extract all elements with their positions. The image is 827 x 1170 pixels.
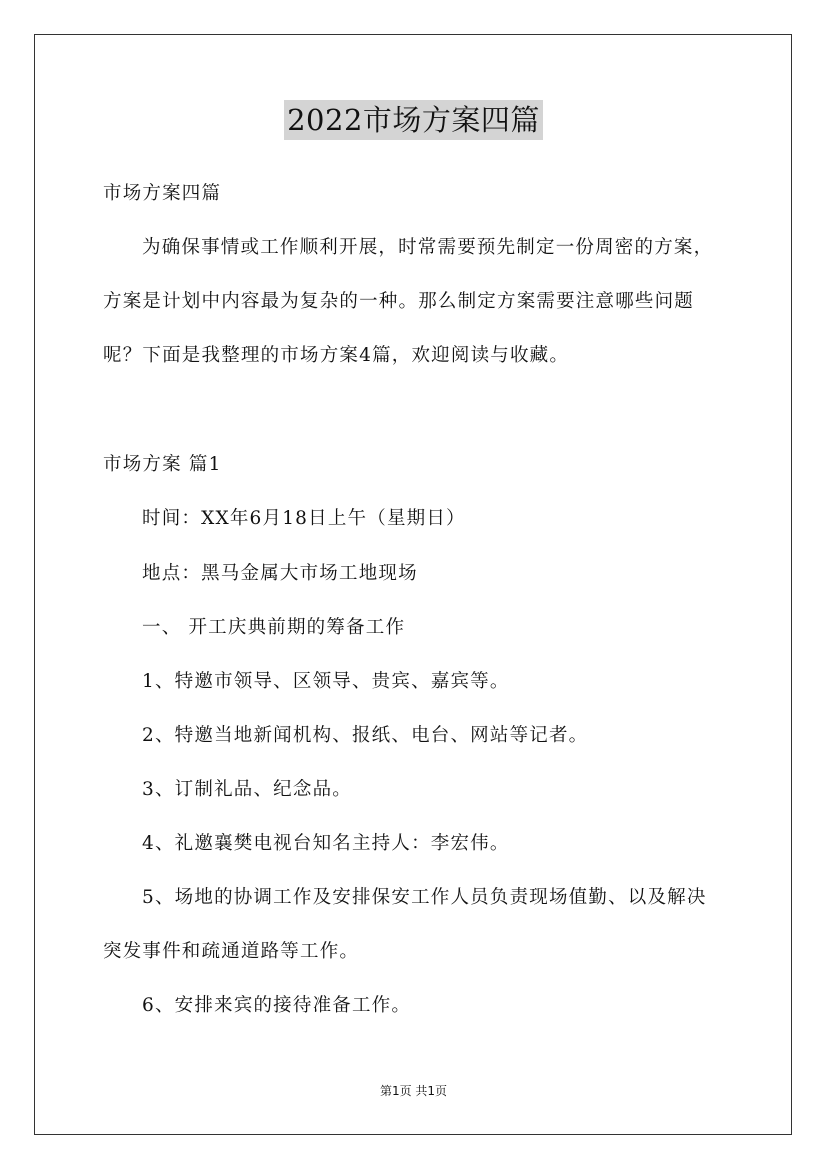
body-line-item-4: 4、礼邀襄樊电视台知名主持人：李宏伟。 [142,833,510,854]
body-line-heading-1: 一、 开工庆典前期的筹备工作 [142,617,406,638]
document-title: 2022市场方案四篇 [284,100,543,140]
body-line-item-5-cont: 突发事件和疏通道路等工作。 [103,941,360,962]
section-heading: 市场方案 篇1 [103,454,222,475]
body-line-location: 地点：黑马金属大市场工地现场 [142,563,418,584]
document-subtitle: 市场方案四篇 [103,183,222,204]
intro-line-3: 呢？下面是我整理的市场方案4篇，欢迎阅读与收藏。 [103,345,570,366]
title-container [0,100,827,140]
body-line-item-3: 3、订制礼品、纪念品。 [142,779,352,800]
intro-line-1: 为确保事情或工作顺利开展，时常需要预先制定一份周密的方案， [142,237,714,258]
body-line-item-5: 5、场地的协调工作及安排保安工作人员负责现场值勤、以及解决 [142,887,707,908]
intro-line-2: 方案是计划中内容最为复杂的一种。那么制定方案需要注意哪些问题 [103,291,695,312]
body-line-item-2: 2、特邀当地新闻机构、报纸、电台、网站等记者。 [142,725,589,746]
body-line-item-1: 1、特邀市领导、区领导、贵宾、嘉宾等。 [142,671,510,692]
body-line-item-6: 6、安排来宾的接待准备工作。 [142,995,412,1016]
page-number-footer: 第1页 共1页 [379,1084,448,1098]
body-line-time: 时间：XX年6月18日上午（星期日） [142,508,466,529]
